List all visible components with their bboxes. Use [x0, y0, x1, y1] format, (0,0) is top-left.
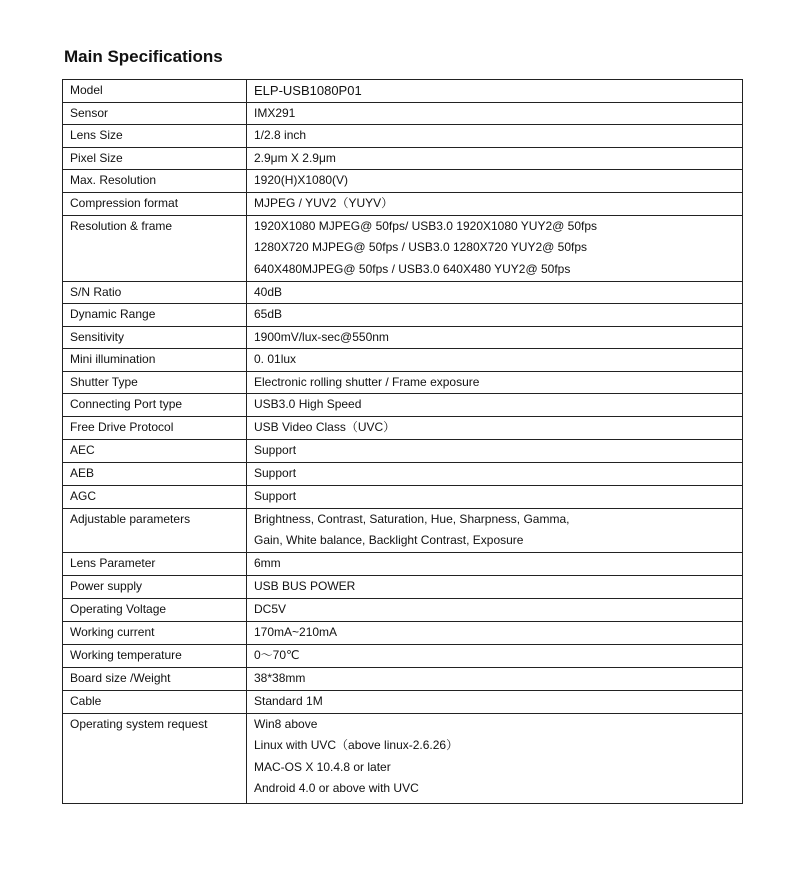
spec-row [63, 215, 743, 281]
spec-value [247, 598, 743, 621]
spec-value-line: Gain, White balance, Backlight Contrast, Exposure [254, 533, 524, 547]
spec-value-line: Brightness, Contrast, Saturation, Hue, Sharpness, Gamma, [254, 511, 570, 526]
specifications-table-body [63, 80, 743, 804]
spec-value [247, 371, 743, 394]
spec-label: Shutter Type [63, 371, 247, 394]
spec-label: Resolution & frame [63, 215, 247, 281]
spec-label: Max. Resolution [63, 170, 247, 193]
spec-label: Sensitivity [63, 326, 247, 349]
spec-value-line: 0～70℃ [254, 647, 300, 662]
spec-value [247, 215, 743, 281]
spec-label: Compression format [63, 192, 247, 215]
spec-label: Dynamic Range [63, 304, 247, 327]
spec-value [247, 621, 743, 644]
spec-value-line: ELP-USB1080P01 [254, 83, 362, 98]
spec-value-line: Electronic rolling shutter / Frame exposure [254, 374, 480, 389]
spec-value [247, 644, 743, 667]
spec-value-line: MAC-OS X 10.4.8 or later [254, 759, 391, 774]
spec-value-line: Support [254, 442, 297, 457]
spec-label: Pixel Size [63, 147, 247, 170]
spec-row [63, 644, 743, 667]
spec-value [247, 281, 743, 304]
spec-row [63, 552, 743, 575]
spec-value-line: USB3.0 High Speed [254, 397, 362, 411]
spec-value [247, 439, 743, 462]
spec-row [63, 508, 743, 552]
spec-value [247, 508, 743, 552]
specifications-table [62, 79, 743, 804]
spec-value [247, 713, 743, 803]
spec-value [247, 485, 743, 508]
spec-row [63, 170, 743, 193]
spec-row [63, 281, 743, 304]
spec-value [247, 192, 743, 215]
spec-value [247, 690, 743, 713]
spec-value-line: USB Video Class（UVC） [254, 419, 396, 434]
spec-label: AEB [63, 462, 247, 485]
spec-label: S/N Ratio [63, 281, 247, 304]
spec-value [247, 125, 743, 148]
spec-value-line: 1920(H)X1080(V) [254, 173, 349, 187]
spec-value-line: Linux with UVC（above linux-2.6.26） [254, 738, 459, 752]
spec-value [247, 667, 743, 690]
spec-value-line: USB BUS POWER [254, 578, 356, 593]
spec-value [247, 416, 743, 439]
spec-label: Operating Voltage [63, 598, 247, 621]
spec-row [63, 598, 743, 621]
spec-row [63, 304, 743, 327]
spec-label: Working temperature [63, 644, 247, 667]
spec-value-line: 170mA~210mA [254, 624, 338, 639]
spec-row [63, 462, 743, 485]
spec-label: AEC [63, 439, 247, 462]
spec-value-line: 6mm [254, 555, 281, 570]
page-title: Main Specifications [64, 47, 223, 66]
spec-label: Adjustable parameters [63, 508, 247, 552]
spec-row [63, 349, 743, 372]
spec-value [247, 349, 743, 372]
spec-value-line: Support [254, 465, 297, 480]
spec-row [63, 690, 743, 713]
spec-value [247, 304, 743, 327]
spec-row [63, 80, 743, 103]
spec-label: Working current [63, 621, 247, 644]
spec-label: Sensor [63, 102, 247, 125]
spec-value-line: 640X480MJPEG@ 50fps / USB3.0 640X480 YUY2@ 50fps [254, 261, 571, 276]
spec-row [63, 621, 743, 644]
spec-row [63, 575, 743, 598]
spec-value-line: 1920X1080 MJPEG@ 50fps/ USB3.0 1920X1080 YUY2@ 50fps [254, 218, 598, 233]
spec-value-line: IMX291 [254, 105, 296, 120]
spec-row [63, 192, 743, 215]
spec-label: Free Drive Protocol [63, 416, 247, 439]
spec-value-line: 1/2.8 inch [254, 128, 307, 142]
spec-value-line: 2.9μm X 2.9μm [254, 150, 336, 165]
spec-value [247, 170, 743, 193]
spec-row [63, 125, 743, 148]
spec-label: Lens Size [63, 125, 247, 148]
spec-label: Operating system request [63, 713, 247, 803]
spec-row [63, 394, 743, 417]
spec-label: Connecting Port type [63, 394, 247, 417]
spec-value [247, 552, 743, 575]
spec-value-line: 40dB [254, 284, 283, 299]
spec-value-line: 38*38mm [254, 670, 306, 685]
spec-row [63, 416, 743, 439]
spec-label: Model [63, 80, 247, 103]
spec-row [63, 147, 743, 170]
spec-value-line: Standard 1M [254, 693, 323, 708]
spec-label: Lens Parameter [63, 552, 247, 575]
spec-value [247, 462, 743, 485]
spec-row [63, 439, 743, 462]
spec-value [247, 102, 743, 125]
spec-label: AGC [63, 485, 247, 508]
spec-value-line: 1280X720 MJPEG@ 50fps / USB3.0 1280X720 YUY2@ 50fps [254, 240, 588, 254]
spec-value-line: 0. 01lux [254, 352, 297, 366]
spec-row [63, 371, 743, 394]
spec-value [247, 147, 743, 170]
spec-value-line: Win8 above [254, 716, 318, 731]
spec-value-line: 65dB [254, 307, 283, 321]
spec-value [247, 575, 743, 598]
spec-value [247, 326, 743, 349]
spec-label: Cable [63, 690, 247, 713]
spec-row [63, 102, 743, 125]
spec-value-line: MJPEG / YUV2（YUYV） [254, 195, 394, 210]
spec-label: Board size /Weight [63, 667, 247, 690]
spec-label: Power supply [63, 575, 247, 598]
spec-row [63, 485, 743, 508]
spec-row [63, 326, 743, 349]
spec-value-line: 1900mV/lux-sec@550nm [254, 329, 389, 344]
spec-value [247, 80, 743, 103]
spec-value-line: Support [254, 488, 297, 503]
spec-value [247, 394, 743, 417]
spec-row [63, 667, 743, 690]
spec-value-line: DC5V [254, 601, 287, 616]
spec-value-line: Android 4.0 or above with UVC [254, 781, 419, 795]
spec-row [63, 713, 743, 803]
spec-label: Mini illumination [63, 349, 247, 372]
